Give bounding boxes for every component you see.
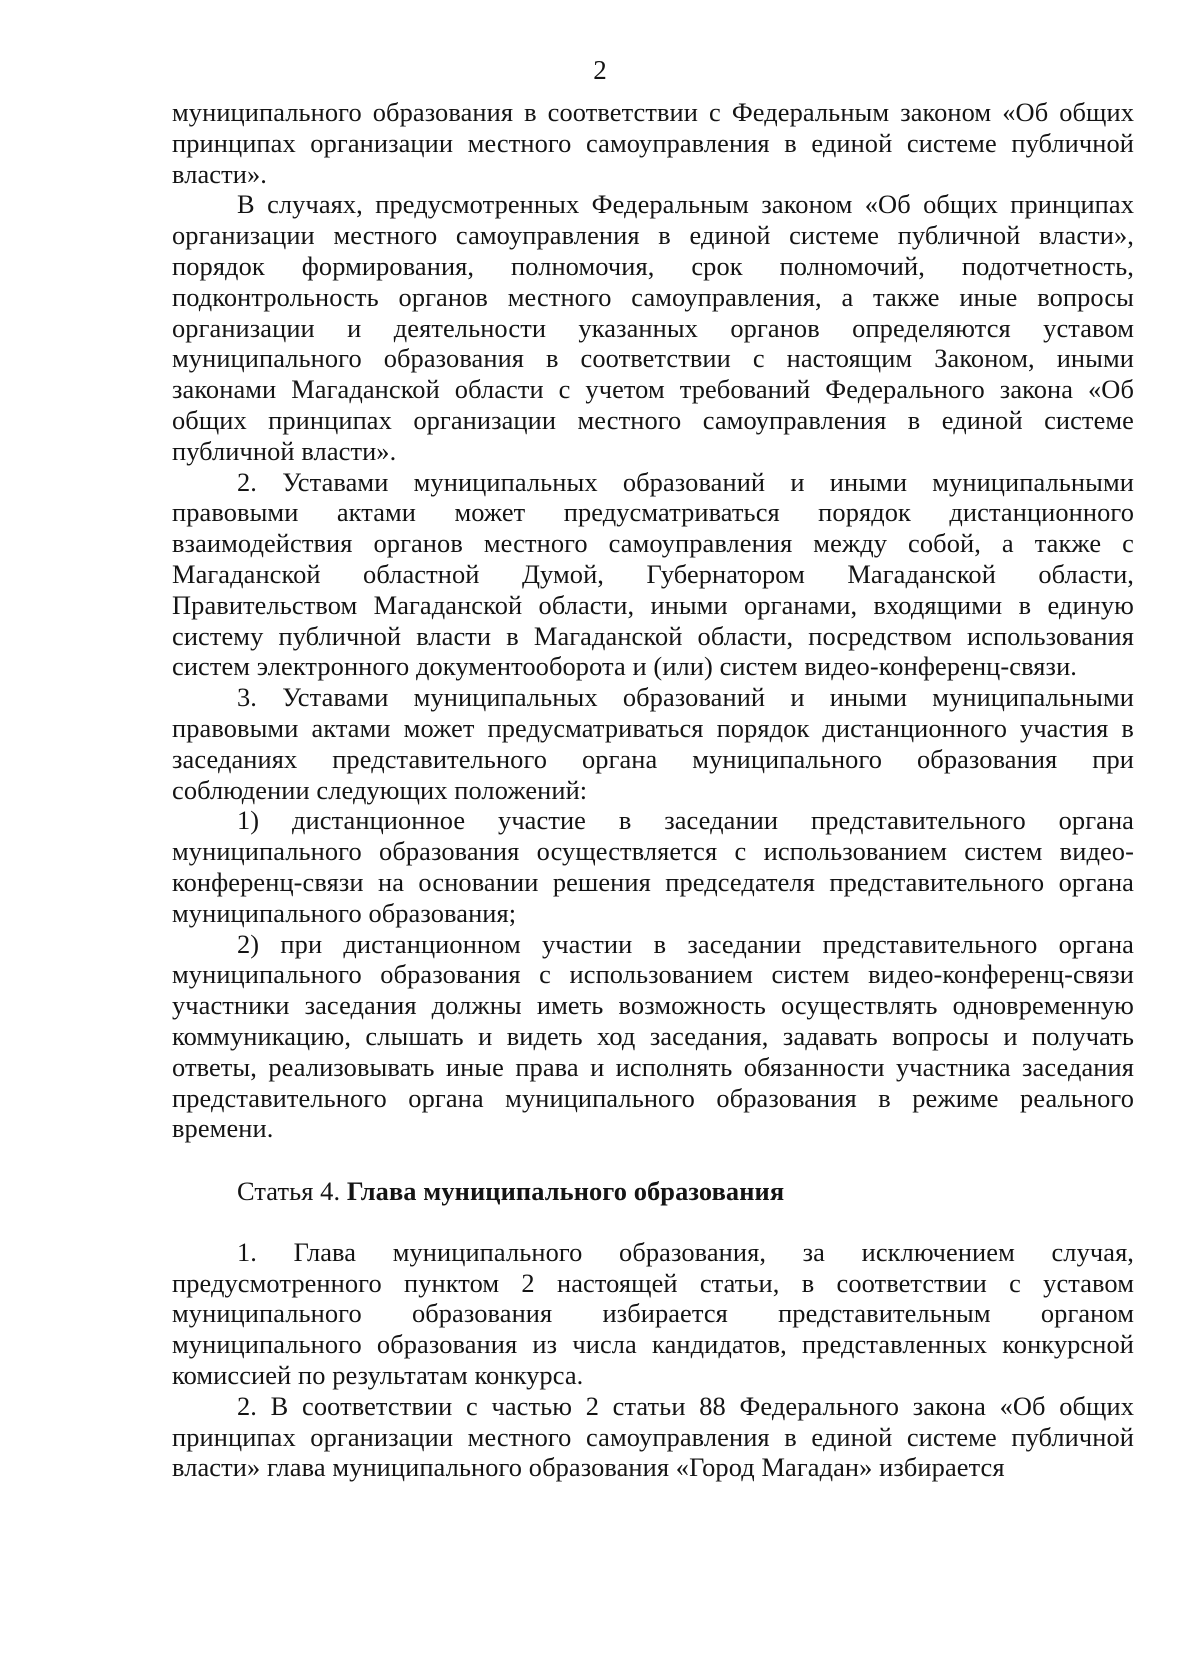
page-number: 2 bbox=[593, 55, 607, 85]
paragraph-subitem-2: 2) при дистанционном участии в заседании представительного органа муниципального образования с использованием систем видео-конференц-связи участники заседания должны иметь возможность осуществлять одновременную коммуникацию, слышать и видеть ход заседания, задавать вопросы и получать ответы, реализовывать иные права и исполнять обязанности участника заседания представительного органа муниципального образования в режиме реального времени. bbox=[172, 928, 1134, 1144]
article-heading bbox=[172, 1176, 1134, 1207]
paragraph-continuation: муниципального образования в соответствии с Федеральным законом «Об общих принципах организации местного самоуправления в единой системе публичной власти». bbox=[172, 97, 1134, 189]
document-body bbox=[172, 97, 1134, 1483]
article-title: Глава муниципального образования bbox=[346, 1176, 785, 1207]
article-number: Статья 4. bbox=[237, 1176, 341, 1207]
paragraph-article4-item-1: 1. Глава муниципального образования, за исключением случая, предусмотренного пунктом 2 настоящей статьи, в соответствии с уставом муниципального образования избирается представительным органом муниципального образования из числа кандидатов, представленных конкурсной комиссией по результатам конкурса. bbox=[172, 1236, 1134, 1391]
paragraph-item-2: 2. Уставами муниципальных образований и иными муниципальными правовыми актами может предусматриваться порядок дистанционного взаимодействия органов местного самоуправления между собой, а также с Магаданской областной Думой, Губернатором Магаданской области, Правительством Магаданской области, иными органами, входящими в единую систему публичной власти в Магаданской области, посредством использования систем электронного документооборота и (или) систем видео-конференц-связи. bbox=[172, 466, 1134, 682]
paragraph-article4-item-2: 2. В соответствии с частью 2 статьи 88 Федерального закона «Об общих принципах организации местного самоуправления в единой системе публичной власти» глава муниципального образования «Город Магадан» избирается bbox=[172, 1390, 1134, 1483]
paragraph-cases: В случаях, предусмотренных Федеральным законом «Об общих принципах организации местного самоуправления в единой системе публичной власти», порядок формирования, полномочия, срок полномочий, подотчетность, подконтрольность органов местного самоуправления, а также иные вопросы организации и деятельности указанных органов определяются уставом муниципального образования в соответствии с настоящим Законом, иными законами Магаданской области с учетом требований Федерального закона «Об общих принципах организации местного самоуправления в единой системе публичной власти». bbox=[172, 189, 1134, 466]
paragraph-item-3: 3. Уставами муниципальных образований и иными муниципальными правовыми актами может предусматриваться порядок дистанционного участия в заседаниях представительного органа муниципального образования при соблюдении следующих положений: bbox=[172, 682, 1134, 805]
paragraph-subitem-1: 1) дистанционное участие в заседании представительного органа муниципального образования осуществляется с использованием систем видео-конференц-связи на основании решения председателя представительного органа муниципального образования; bbox=[172, 805, 1134, 928]
